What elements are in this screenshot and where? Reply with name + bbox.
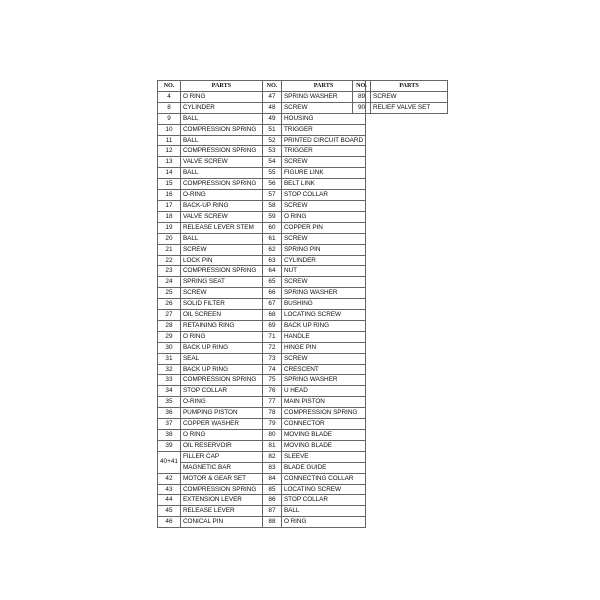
table-body — [158, 91, 366, 527]
part-name: BALL — [180, 168, 262, 179]
part-number: 53 — [262, 146, 281, 157]
part-number: 16 — [158, 190, 181, 201]
part-number: 24 — [158, 277, 181, 288]
part-number: 64 — [262, 266, 281, 277]
part-number: 14 — [158, 168, 181, 179]
part-name: BALL — [281, 506, 365, 517]
part-number: 46 — [158, 517, 181, 528]
part-name: VALVE SCREW — [180, 157, 262, 168]
part-number: 10 — [158, 124, 181, 135]
part-number: 88 — [262, 517, 281, 528]
part-name: CYLINDER — [281, 255, 365, 266]
part-name: BACK UP RING — [180, 342, 262, 353]
table-row — [158, 484, 366, 495]
part-number: 73 — [262, 353, 281, 364]
part-name: CRESCENT — [281, 364, 365, 375]
part-name: BALL — [180, 233, 262, 244]
part-number: 17 — [158, 200, 181, 211]
part-number: 29 — [158, 331, 181, 342]
part-number: 87 — [262, 506, 281, 517]
part-number: 23 — [158, 266, 181, 277]
part-name: SPRING PIN — [281, 244, 365, 255]
part-number: 75 — [262, 375, 281, 386]
part-name: STOP COLLAR — [281, 190, 365, 201]
table-row — [158, 375, 366, 386]
part-name: O RING — [180, 91, 262, 102]
part-number: 85 — [262, 484, 281, 495]
part-name: BALL — [180, 135, 262, 146]
part-name: BALL — [180, 113, 262, 124]
part-number: 68 — [262, 310, 281, 321]
part-name: SCREW — [371, 91, 448, 102]
table-row — [158, 320, 366, 331]
part-number: 59 — [262, 211, 281, 222]
part-number: 57 — [262, 190, 281, 201]
part-number: 78 — [262, 408, 281, 419]
part-number: 84 — [262, 473, 281, 484]
part-name: FILLER CAP — [180, 451, 262, 462]
part-name: O RING — [281, 211, 365, 222]
part-name: LOCATING SCREW — [281, 310, 365, 321]
part-name: STOP COLLAR — [180, 386, 262, 397]
header-row — [353, 81, 448, 92]
part-name: COPPER WASHER — [180, 419, 262, 430]
part-name: RELIEF VALVE SET — [371, 102, 448, 113]
part-number: 38 — [158, 430, 181, 441]
part-name: SLEEVE — [281, 451, 365, 462]
header-parts: PARTS — [281, 81, 365, 92]
part-name: SCREW — [180, 244, 262, 255]
part-number: 28 — [158, 320, 181, 331]
part-name: PUMPING PISTON — [180, 408, 262, 419]
part-name: SPRING WASHER — [281, 91, 365, 102]
part-number: 25 — [158, 288, 181, 299]
part-number: 33 — [158, 375, 181, 386]
part-name: HOUSING — [281, 113, 365, 124]
table-row — [158, 190, 366, 201]
table-row — [158, 397, 366, 408]
part-name: O RING — [281, 517, 365, 528]
table-row — [158, 440, 366, 451]
part-name: SEAL — [180, 353, 262, 364]
table-row — [158, 102, 366, 113]
part-name: O-RING — [180, 190, 262, 201]
part-number: 42 — [158, 473, 181, 484]
part-number: 40+41 — [158, 451, 181, 473]
table-row — [158, 244, 366, 255]
part-number: 67 — [262, 299, 281, 310]
part-name: STOP COLLAR — [281, 495, 365, 506]
table-row — [158, 233, 366, 244]
part-number: 60 — [262, 222, 281, 233]
part-number: 49 — [262, 113, 281, 124]
part-number: 52 — [262, 135, 281, 146]
part-name: BLADE GUIDE — [281, 462, 365, 473]
part-number: 89 — [353, 91, 371, 102]
part-name: HINGE PIN — [281, 342, 365, 353]
part-number: 56 — [262, 179, 281, 190]
part-name: MAIN PISTON — [281, 397, 365, 408]
table-row — [158, 91, 366, 102]
part-number: 45 — [158, 506, 181, 517]
table-row — [158, 430, 366, 441]
table-row — [158, 386, 366, 397]
part-name: NUT — [281, 266, 365, 277]
part-name: SCREW — [281, 277, 365, 288]
table-body — [353, 91, 448, 113]
part-name: BACK UP RING — [281, 320, 365, 331]
part-number: 43 — [158, 484, 181, 495]
part-name: SCREW — [281, 102, 365, 113]
part-number: 11 — [158, 135, 181, 146]
part-name: LOCK PIN — [180, 255, 262, 266]
part-number: 47 — [262, 91, 281, 102]
table-row — [158, 168, 366, 179]
header-no: NO. — [158, 81, 181, 92]
part-name: BACK UP RING — [180, 364, 262, 375]
table-row — [158, 266, 366, 277]
part-name: MOVING BLADE — [281, 440, 365, 451]
table-row — [158, 288, 366, 299]
part-number: 9 — [158, 113, 181, 124]
part-number: 61 — [262, 233, 281, 244]
header-row — [158, 81, 366, 92]
table-row — [158, 451, 366, 462]
part-name: COPPER PIN — [281, 222, 365, 233]
table-row — [158, 353, 366, 364]
part-name: MOTOR & GEAR SET — [180, 473, 262, 484]
part-name: SPRING WASHER — [281, 288, 365, 299]
table-row — [158, 495, 366, 506]
header-no: NO. — [353, 81, 371, 92]
part-number: 21 — [158, 244, 181, 255]
table-row — [158, 157, 366, 168]
part-name: HANDLE — [281, 331, 365, 342]
part-number: 80 — [262, 430, 281, 441]
part-name: MOVING BLADE — [281, 430, 365, 441]
part-number: 27 — [158, 310, 181, 321]
table-row — [158, 342, 366, 353]
part-number: 65 — [262, 277, 281, 288]
part-name: RELEASE LEVER STEM — [180, 222, 262, 233]
part-number: 35 — [158, 397, 181, 408]
part-name: SCREW — [281, 233, 365, 244]
part-number: 36 — [158, 408, 181, 419]
part-name: COMPRESSION SPRING — [180, 124, 262, 135]
table-row — [158, 299, 366, 310]
table-row — [353, 102, 448, 113]
part-number: 55 — [262, 168, 281, 179]
part-number: 90 — [353, 102, 371, 113]
table-row — [158, 419, 366, 430]
part-number: 39 — [158, 440, 181, 451]
part-number: 76 — [262, 386, 281, 397]
parts-table-main — [157, 80, 366, 528]
part-number: 81 — [262, 440, 281, 451]
table-row — [158, 408, 366, 419]
part-number: 72 — [262, 342, 281, 353]
table-row — [158, 506, 366, 517]
part-name: SOLID FILTER — [180, 299, 262, 310]
table-row — [158, 124, 366, 135]
parts-table-side — [352, 80, 448, 114]
part-number: 18 — [158, 211, 181, 222]
part-name: EXTENSION LEVER — [180, 495, 262, 506]
part-number: 86 — [262, 495, 281, 506]
part-number: 31 — [158, 353, 181, 364]
part-name: FIGURE LINK — [281, 168, 365, 179]
header-parts: PARTS — [180, 81, 262, 92]
part-number: 66 — [262, 288, 281, 299]
part-number: 30 — [158, 342, 181, 353]
table-row — [158, 222, 366, 233]
table-row — [158, 255, 366, 266]
part-name: COMPRESSION SPRING — [180, 266, 262, 277]
part-name: SPRING SEAT — [180, 277, 262, 288]
table-row — [353, 91, 448, 102]
part-name: COMPRESSION SPRING — [180, 179, 262, 190]
part-name: OIL SCREEN — [180, 310, 262, 321]
part-name: SCREW — [281, 157, 365, 168]
part-number: 26 — [158, 299, 181, 310]
part-name: OIL RESERVOIR — [180, 440, 262, 451]
table-row — [158, 462, 366, 473]
table-row — [158, 146, 366, 157]
part-name: MAGNETIC BAR — [180, 462, 262, 473]
part-number: 83 — [262, 462, 281, 473]
part-name: O-RING — [180, 397, 262, 408]
table-row — [158, 364, 366, 375]
table-row — [158, 211, 366, 222]
part-number: 69 — [262, 320, 281, 331]
part-name: BUSHING — [281, 299, 365, 310]
part-name: COMPRESSION SPRING — [180, 484, 262, 495]
part-name: COMPRESSION SPRING — [281, 408, 365, 419]
part-name: O RING — [180, 331, 262, 342]
part-name: CONNECTOR — [281, 419, 365, 430]
part-name: RETAINING RING — [180, 320, 262, 331]
part-name: U HEAD — [281, 386, 365, 397]
part-name: SCREW — [281, 353, 365, 364]
table-row — [158, 200, 366, 211]
part-number: 19 — [158, 222, 181, 233]
part-number: 13 — [158, 157, 181, 168]
part-name: PRINTED CIRCUIT BOARD — [281, 135, 365, 146]
part-name: VALVE SCREW — [180, 211, 262, 222]
part-name: TRIGGER — [281, 124, 365, 135]
part-number: 58 — [262, 200, 281, 211]
part-number: 22 — [158, 255, 181, 266]
part-name: CYLINDER — [180, 102, 262, 113]
part-number: 15 — [158, 179, 181, 190]
part-number: 8 — [158, 102, 181, 113]
table-row — [158, 517, 366, 528]
table-row — [158, 135, 366, 146]
part-number: 79 — [262, 419, 281, 430]
part-number: 54 — [262, 157, 281, 168]
part-name: SCREW — [281, 200, 365, 211]
part-number: 77 — [262, 397, 281, 408]
table-row — [158, 473, 366, 484]
part-name: O RING — [180, 430, 262, 441]
part-name: RELEASE LEVER — [180, 506, 262, 517]
table-row — [158, 179, 366, 190]
part-number: 44 — [158, 495, 181, 506]
table-row — [158, 277, 366, 288]
header-no: NO. — [262, 81, 281, 92]
table-row — [158, 331, 366, 342]
part-name: TRIGGER — [281, 146, 365, 157]
part-number: 51 — [262, 124, 281, 135]
part-name: SPRING WASHER — [281, 375, 365, 386]
part-number: 71 — [262, 331, 281, 342]
part-number: 4 — [158, 91, 181, 102]
header-parts: PARTS — [371, 81, 448, 92]
part-name: LOCATING SCREW — [281, 484, 365, 495]
part-number: 63 — [262, 255, 281, 266]
part-name: BACK-UP RING — [180, 200, 262, 211]
part-number: 82 — [262, 451, 281, 462]
part-number: 48 — [262, 102, 281, 113]
part-number: 32 — [158, 364, 181, 375]
part-number: 74 — [262, 364, 281, 375]
part-number: 34 — [158, 386, 181, 397]
part-number: 20 — [158, 233, 181, 244]
part-name: CONICAL PIN — [180, 517, 262, 528]
part-name: CONNECTING COLLAR — [281, 473, 365, 484]
part-name: SCREW — [180, 288, 262, 299]
part-name: BELT LINK — [281, 179, 365, 190]
part-name: COMPRESSION SPRING — [180, 375, 262, 386]
part-number: 12 — [158, 146, 181, 157]
part-number: 37 — [158, 419, 181, 430]
table-row — [158, 113, 366, 124]
table-row — [158, 310, 366, 321]
part-number: 62 — [262, 244, 281, 255]
part-name: COMPRESSION SPRING — [180, 146, 262, 157]
